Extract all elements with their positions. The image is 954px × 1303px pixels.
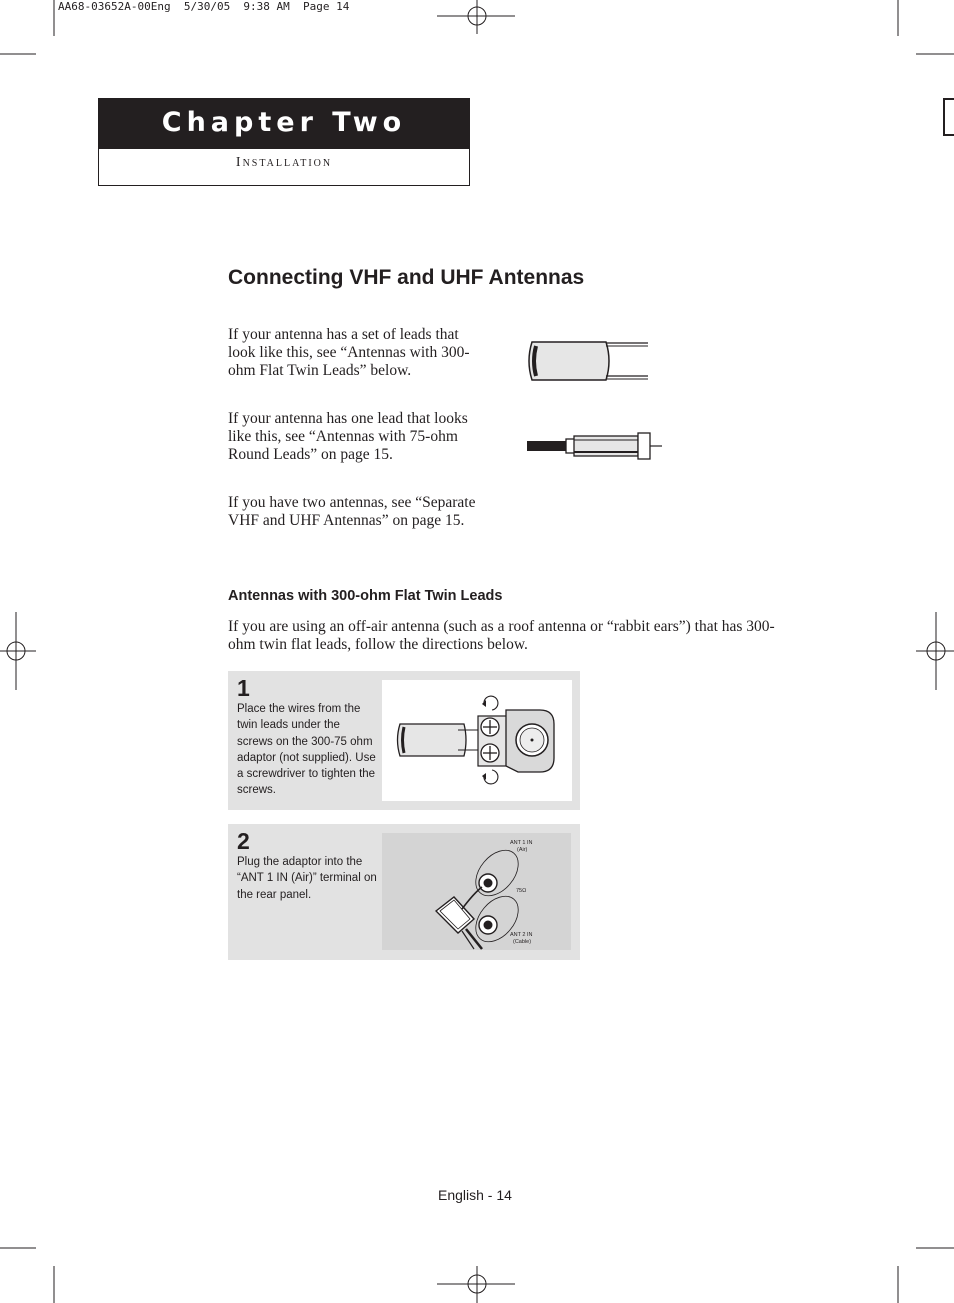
- flat-twin-lead-icon: [526, 336, 656, 386]
- ant2-label-line2: (Cable): [513, 939, 532, 945]
- step-2-illustration: [382, 833, 571, 950]
- subsection-body: If you are using an off-air antenna (such as a roof antenna or “rabbit ears”) that has 300-ohm twin flat leads, follow the directions below.: [228, 618, 775, 653]
- intro-paragraph-3: If you have two antennas, see “Separate VHF and UHF Antennas” on page 15.: [228, 494, 476, 529]
- ant1-label-line2: (Air): [517, 847, 528, 853]
- round-lead-connector-icon: [526, 430, 666, 462]
- chapter-title: Chapter Two: [99, 99, 469, 149]
- step-1-panel: [228, 671, 580, 810]
- step-1-text: Place the wires from the twin leads under the screws on the 300-75 ohm adaptor (not supplied). Use a screwdriver to tighten the screws.: [237, 703, 376, 797]
- ant1-label-line1: ANT 1 IN: [510, 840, 533, 846]
- subsection-title: Antennas with 300-ohm Flat Twin Leads: [228, 588, 503, 604]
- step-2-panel: [228, 824, 580, 960]
- chapter-subtitle: Installation: [235, 155, 333, 170]
- section-title: Connecting VHF and UHF Antennas: [228, 266, 585, 289]
- step-1-illustration: [382, 680, 572, 801]
- step-2-number: 2: [237, 828, 250, 854]
- intro-paragraph-1: If your antenna has a set of leads that look like this, see “Antennas with 300-ohm Flat Twin Leads” below.: [228, 326, 470, 379]
- print-slug: AA68-03652A-00Eng 5/30/05 9:38 AM Page 14: [58, 0, 350, 13]
- step-2-text: Plug the adaptor into the “ANT 1 IN (Air)” terminal on the rear panel.: [237, 856, 377, 901]
- chapter-header: [98, 98, 470, 186]
- impedance-label: 75Ω: [516, 888, 527, 894]
- page-footer: English - 14: [438, 1187, 512, 1203]
- step-1-number: 1: [237, 675, 250, 701]
- rear-panel-terminals-icon: [382, 833, 571, 950]
- ant2-label-line1: ANT 2 IN: [510, 932, 533, 938]
- intro-paragraph-2: If your antenna has one lead that looks like this, see “Antennas with 75-ohm Round Leads” on page 15.: [228, 410, 468, 463]
- adaptor-screws-icon: [382, 680, 572, 801]
